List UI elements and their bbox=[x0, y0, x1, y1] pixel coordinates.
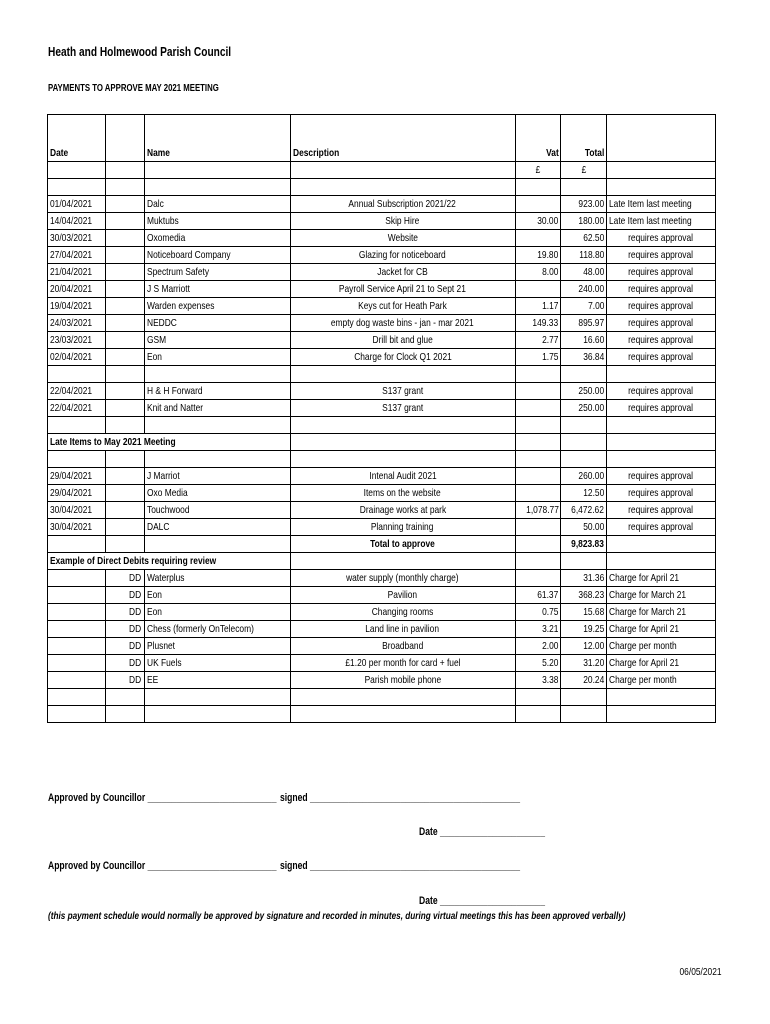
direct-debit-row bbox=[48, 638, 716, 655]
status-cell: requires approval bbox=[607, 315, 715, 332]
direct-debit-row bbox=[48, 604, 716, 621]
direct-debit-row bbox=[48, 621, 716, 638]
total-currency: £ bbox=[561, 162, 607, 179]
direct-debit-row bbox=[48, 587, 716, 604]
document-subtitle: PAYMENTS TO APPROVE MAY 2021 MEETING bbox=[48, 83, 219, 94]
payment-type-cell: DD bbox=[105, 672, 144, 689]
payment-type-cell: DD bbox=[105, 570, 144, 587]
direct-debits-heading bbox=[48, 553, 716, 570]
date-cell: 30/03/2021 bbox=[48, 230, 106, 247]
vat-cell: 1,078.77 bbox=[515, 502, 561, 519]
signed-line-1: signed ____________________________________________ bbox=[280, 792, 520, 804]
payment-type-cell: DD bbox=[105, 621, 144, 638]
payment-row bbox=[48, 315, 716, 332]
description-cell: Glazing for noticeboard bbox=[290, 247, 515, 264]
description-cell: Intenal Audit 2021 bbox=[290, 468, 515, 485]
payment-row bbox=[48, 213, 716, 230]
name-cell: Eon bbox=[144, 587, 290, 604]
vat-cell: 19.80 bbox=[515, 247, 561, 264]
total-cell: 118.80 bbox=[561, 247, 607, 264]
blank-row bbox=[48, 366, 716, 383]
payment-row bbox=[48, 230, 716, 247]
vat-cell bbox=[515, 281, 561, 298]
description-cell: empty dog waste bins - jan - mar 2021 bbox=[290, 315, 515, 332]
total-cell: 62.50 bbox=[561, 230, 607, 247]
vat-currency: £ bbox=[515, 162, 561, 179]
vat-cell: 3.21 bbox=[515, 621, 561, 638]
description-cell: Items on the website bbox=[290, 485, 515, 502]
late-items-heading bbox=[48, 434, 716, 451]
status-cell: Charge for April 21 bbox=[607, 570, 715, 587]
payment-row bbox=[48, 281, 716, 298]
total-cell: 7.00 bbox=[561, 298, 607, 315]
description-cell: Pavilion bbox=[290, 587, 515, 604]
description-cell: Planning training bbox=[290, 519, 515, 536]
status-cell: requires approval bbox=[607, 298, 715, 315]
vat-cell: 1.75 bbox=[515, 349, 561, 366]
name-cell: Waterplus bbox=[144, 570, 290, 587]
date-line-1: Date ______________________ bbox=[419, 826, 545, 838]
date-cell: 24/03/2021 bbox=[48, 315, 106, 332]
name-cell: NEDDC bbox=[144, 315, 290, 332]
total-cell: 36.84 bbox=[561, 349, 607, 366]
status-cell: Charge for April 21 bbox=[607, 655, 715, 672]
status-cell: Charge per month bbox=[607, 638, 715, 655]
name-cell: Warden expenses bbox=[144, 298, 290, 315]
status-cell: Late Item last meeting bbox=[607, 213, 715, 230]
late-item-row bbox=[48, 485, 716, 502]
vat-cell: 1.17 bbox=[515, 298, 561, 315]
late-items-heading-label: Late Items to May 2021 Meeting bbox=[48, 434, 291, 451]
total-cell: 260.00 bbox=[561, 468, 607, 485]
status-cell: requires approval bbox=[607, 519, 715, 536]
total-cell: 6,472.62 bbox=[561, 502, 607, 519]
description-cell: Charge for Clock Q1 2021 bbox=[290, 349, 515, 366]
status-cell: requires approval bbox=[607, 400, 715, 417]
date-cell: 22/04/2021 bbox=[48, 400, 106, 417]
vat-cell: 3.38 bbox=[515, 672, 561, 689]
vat-cell bbox=[515, 570, 561, 587]
date-cell: 02/04/2021 bbox=[48, 349, 106, 366]
date-cell: 01/04/2021 bbox=[48, 196, 106, 213]
blank-row bbox=[48, 179, 716, 196]
vat-cell bbox=[515, 468, 561, 485]
total-cell: 20.24 bbox=[561, 672, 607, 689]
description-cell: Parish mobile phone bbox=[290, 672, 515, 689]
date-cell: 30/04/2021 bbox=[48, 519, 106, 536]
blank-row bbox=[48, 706, 716, 723]
total-cell: 16.60 bbox=[561, 332, 607, 349]
name-cell: Spectrum Safety bbox=[144, 264, 290, 281]
payment-row bbox=[48, 349, 716, 366]
name-cell: GSM bbox=[144, 332, 290, 349]
name-cell: Knit and Natter bbox=[144, 400, 290, 417]
date-cell: 21/04/2021 bbox=[48, 264, 106, 281]
late-item-row bbox=[48, 519, 716, 536]
total-label: Total to approve bbox=[290, 536, 515, 553]
description-cell: Drill bit and glue bbox=[290, 332, 515, 349]
description-cell: Website bbox=[290, 230, 515, 247]
description-cell: water supply (monthly charge) bbox=[290, 570, 515, 587]
date-cell: 30/04/2021 bbox=[48, 502, 106, 519]
name-cell: Plusnet bbox=[144, 638, 290, 655]
status-cell: Charge per month bbox=[607, 672, 715, 689]
page-date: 06/05/2021 bbox=[679, 966, 722, 978]
blank-row bbox=[48, 689, 716, 706]
status-cell: requires approval bbox=[607, 349, 715, 366]
total-value: 9,823.83 bbox=[561, 536, 607, 553]
vat-cell bbox=[515, 383, 561, 400]
status-cell: requires approval bbox=[607, 332, 715, 349]
vat-cell: 8.00 bbox=[515, 264, 561, 281]
total-cell: 12.00 bbox=[561, 638, 607, 655]
total-cell: 19.25 bbox=[561, 621, 607, 638]
description-cell: £1.20 per month for card + fuel bbox=[290, 655, 515, 672]
status-cell: requires approval bbox=[607, 502, 715, 519]
status-cell: Late Item last meeting bbox=[607, 196, 715, 213]
name-cell: Chess (formerly OnTelecom) bbox=[144, 621, 290, 638]
description-cell: Annual Subscription 2021/22 bbox=[290, 196, 515, 213]
total-cell: 923.00 bbox=[561, 196, 607, 213]
approved-by-line-1: Approved by Councillor ___________________________ bbox=[48, 792, 277, 804]
status-cell: requires approval bbox=[607, 281, 715, 298]
description-cell: S137 grant bbox=[290, 400, 515, 417]
vat-cell: 5.20 bbox=[515, 655, 561, 672]
payment-type-cell: DD bbox=[105, 587, 144, 604]
description-cell: Keys cut for Heath Park bbox=[290, 298, 515, 315]
total-cell: 31.36 bbox=[561, 570, 607, 587]
direct-debit-row bbox=[48, 672, 716, 689]
status-cell: Charge for March 21 bbox=[607, 604, 715, 621]
vat-cell bbox=[515, 196, 561, 213]
total-cell: 180.00 bbox=[561, 213, 607, 230]
council-title: Heath and Holmewood Parish Council bbox=[48, 44, 232, 59]
payment-row bbox=[48, 196, 716, 213]
name-cell: J Marriot bbox=[144, 468, 290, 485]
name-cell: J S Marriott bbox=[144, 281, 290, 298]
date-header: Date bbox=[48, 115, 106, 162]
vat-cell bbox=[515, 400, 561, 417]
status-cell: requires approval bbox=[607, 264, 715, 281]
name-cell: Eon bbox=[144, 349, 290, 366]
date-cell: 29/04/2021 bbox=[48, 468, 106, 485]
name-cell: UK Fuels bbox=[144, 655, 290, 672]
signed-line-2: signed ____________________________________________ bbox=[280, 860, 520, 872]
blank-row bbox=[48, 417, 716, 434]
date-line-2: Date ______________________ bbox=[419, 895, 545, 907]
payment-type-cell: DD bbox=[105, 638, 144, 655]
status-cell: requires approval bbox=[607, 230, 715, 247]
total-cell: 31.20 bbox=[561, 655, 607, 672]
vat-header: Vat bbox=[515, 115, 561, 162]
vat-cell: 0.75 bbox=[515, 604, 561, 621]
name-cell: Oxomedia bbox=[144, 230, 290, 247]
payment-type-cell: DD bbox=[105, 604, 144, 621]
total-cell: 50.00 bbox=[561, 519, 607, 536]
direct-debit-row bbox=[48, 570, 716, 587]
total-cell: 240.00 bbox=[561, 281, 607, 298]
blank-row bbox=[48, 451, 716, 468]
total-cell: 250.00 bbox=[561, 400, 607, 417]
description-cell: Payroll Service April 21 to Sept 21 bbox=[290, 281, 515, 298]
vat-cell bbox=[515, 519, 561, 536]
date-cell: 14/04/2021 bbox=[48, 213, 106, 230]
late-item-row bbox=[48, 502, 716, 519]
payments-table bbox=[47, 114, 716, 723]
total-cell: 895.97 bbox=[561, 315, 607, 332]
name-cell: Touchwood bbox=[144, 502, 290, 519]
name-cell: Dalc bbox=[144, 196, 290, 213]
vat-cell: 30.00 bbox=[515, 213, 561, 230]
date-cell: 27/04/2021 bbox=[48, 247, 106, 264]
grant-row bbox=[48, 400, 716, 417]
payment-row bbox=[48, 298, 716, 315]
total-header: Total bbox=[561, 115, 607, 162]
description-cell: S137 grant bbox=[290, 383, 515, 400]
vat-cell: 61.37 bbox=[515, 587, 561, 604]
total-row bbox=[48, 536, 716, 553]
status-cell: requires approval bbox=[607, 247, 715, 264]
status-cell: requires approval bbox=[607, 485, 715, 502]
vat-cell: 2.77 bbox=[515, 332, 561, 349]
total-cell: 15.68 bbox=[561, 604, 607, 621]
name-cell: Eon bbox=[144, 604, 290, 621]
name-cell: Oxo Media bbox=[144, 485, 290, 502]
date-cell: 29/04/2021 bbox=[48, 485, 106, 502]
total-cell: 250.00 bbox=[561, 383, 607, 400]
name-cell: Muktubs bbox=[144, 213, 290, 230]
approved-by-line-2: Approved by Councillor ___________________________ bbox=[48, 860, 277, 872]
vat-cell bbox=[515, 230, 561, 247]
date-cell: 22/04/2021 bbox=[48, 383, 106, 400]
vat-cell: 149.33 bbox=[515, 315, 561, 332]
currency-row bbox=[48, 162, 716, 179]
total-cell: 12.50 bbox=[561, 485, 607, 502]
payment-row bbox=[48, 264, 716, 281]
name-header: Name bbox=[144, 115, 290, 162]
payment-row bbox=[48, 332, 716, 349]
status-cell: requires approval bbox=[607, 383, 715, 400]
vat-cell bbox=[515, 485, 561, 502]
description-header: Description bbox=[290, 115, 515, 162]
date-cell: 20/04/2021 bbox=[48, 281, 106, 298]
table-header-row bbox=[48, 115, 716, 162]
direct-debit-row bbox=[48, 655, 716, 672]
grant-row bbox=[48, 383, 716, 400]
name-cell: Noticeboard Company bbox=[144, 247, 290, 264]
status-cell: Charge for March 21 bbox=[607, 587, 715, 604]
name-cell: DALC bbox=[144, 519, 290, 536]
status-cell: Charge for April 21 bbox=[607, 621, 715, 638]
date-cell: 19/04/2021 bbox=[48, 298, 106, 315]
payment-row bbox=[48, 247, 716, 264]
description-cell: Jacket for CB bbox=[290, 264, 515, 281]
name-cell: EE bbox=[144, 672, 290, 689]
payment-type-cell: DD bbox=[105, 655, 144, 672]
description-cell: Drainage works at park bbox=[290, 502, 515, 519]
total-cell: 48.00 bbox=[561, 264, 607, 281]
description-cell: Changing rooms bbox=[290, 604, 515, 621]
direct-debits-heading-label: Example of Direct Debits requiring review bbox=[48, 553, 291, 570]
name-cell: H & H Forward bbox=[144, 383, 290, 400]
approval-note: (this payment schedule would normally be approved by signature and recorded in minutes, during virtual meetings this has been approved verbally) bbox=[48, 910, 626, 922]
date-cell: 23/03/2021 bbox=[48, 332, 106, 349]
description-cell: Skip Hire bbox=[290, 213, 515, 230]
description-cell: Broadband bbox=[290, 638, 515, 655]
total-cell: 368.23 bbox=[561, 587, 607, 604]
late-item-row bbox=[48, 468, 716, 485]
status-cell: requires approval bbox=[607, 468, 715, 485]
vat-cell: 2.00 bbox=[515, 638, 561, 655]
description-cell: Land line in pavilion bbox=[290, 621, 515, 638]
